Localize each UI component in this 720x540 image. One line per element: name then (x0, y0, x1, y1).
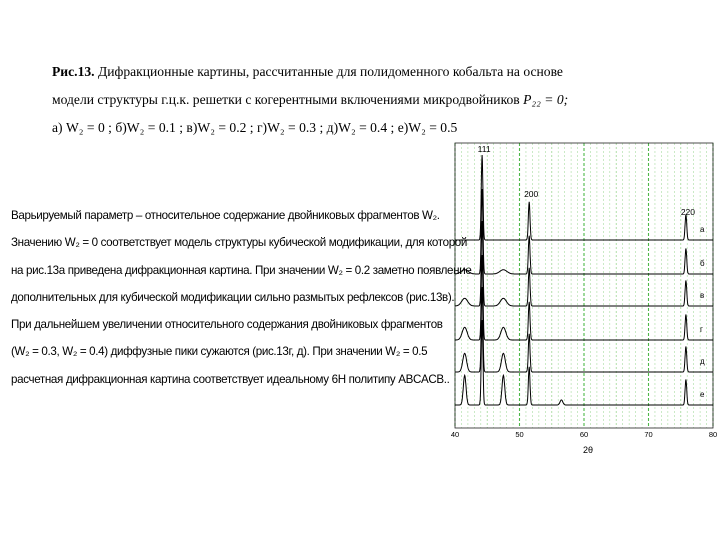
x-tick-label: 40 (450, 430, 460, 439)
peak-label: 200 (524, 189, 539, 199)
description-line: При дальнейшем увеличении относительного содержания двойниковых фрагментов (11, 318, 443, 332)
description-line: Варьируемый параметр – относительное содержание двойниковых фрагментов W₂. (11, 209, 440, 222)
series-label: в (700, 291, 705, 300)
series-label: е (700, 390, 705, 399)
caption-title: Дифракционные картины, рассчитанные для полидоменного кобальта на основе (94, 64, 563, 79)
caption-item-a: а) W₂ = 0 ; (52, 120, 112, 135)
caption-item-v: в)W₂ = 0.2 ; (183, 120, 254, 135)
x-tick-label: 80 (708, 430, 718, 439)
description-line: (W₂ = 0.3, W₂ = 0.4) диффузные пики сужаются (рис.13г, д). При значении W₂ = 0.5 (11, 345, 428, 359)
series-label: г (700, 325, 703, 334)
x-tick-label: 60 (579, 430, 589, 439)
x-tick-label: 70 (644, 430, 653, 439)
figure-number: Рис.13. (52, 64, 95, 79)
x-axis-label: 2θ (582, 445, 594, 455)
caption-item-b: б)W₂ = 0.1 ; (111, 120, 184, 135)
caption-item-g: г)W₂ = 0.3 ; (253, 120, 324, 135)
series-label: д (700, 357, 705, 366)
description-line: на рис.13а приведена дифракционная картина. При значении W₂ = 0.2 заметно появление (11, 263, 472, 277)
caption-line2-text: модели структуры г.ц.к. решетки с когерентными включениями микродвойников (52, 92, 524, 107)
caption-item-d: д)W₂ = 0.4 ; (323, 120, 395, 135)
description-line: дополнительных для кубической модификации сильно размытых рефлексов (рис.13в). (11, 290, 455, 304)
peak-label: 220 (680, 207, 696, 217)
caption-math-p22: P₂₂ = 0; (523, 92, 569, 107)
description-line: расчетная дифракционная картина соответствует идеальному 6H политипу ABCACB.. (11, 372, 450, 386)
peak-label: 111 (477, 144, 491, 154)
x-tick-label: 50 (515, 430, 524, 439)
series-label: б (700, 259, 705, 268)
caption-item-e: е)W₂ = 0.5 (394, 120, 458, 135)
description-line: Значению W₂ = 0 соответствует модель структуры кубической модификации, для которой (11, 236, 468, 250)
series-label: а (700, 225, 705, 234)
chart-labels (478, 144, 696, 217)
chart-grid (455, 143, 713, 428)
chart-ticks (451, 430, 717, 439)
